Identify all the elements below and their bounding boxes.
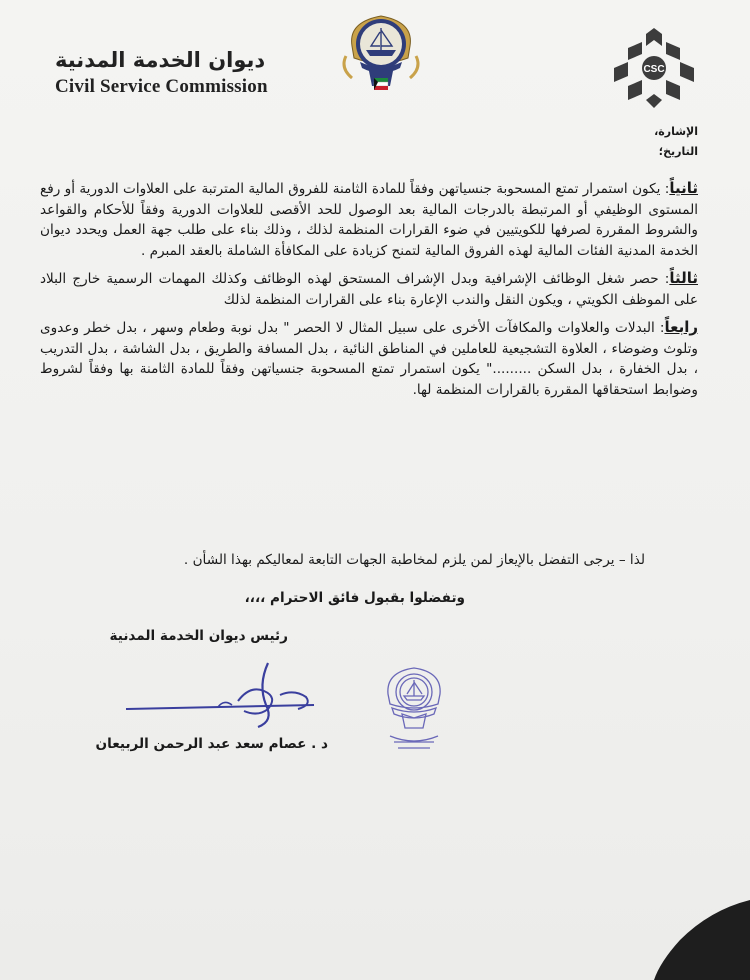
handwritten-signature-icon — [118, 655, 328, 735]
paragraph-third-text: : حصر شغل الوظائف الإشرافية وبدل الإشراف المستحق لهذه الوظائف وكذلك المهمات الرسمية خارج البلاد على الموظف الكويتي ، ويكون النقل والندب الإعارة بناء على القرارات المنظمة لذلك — [40, 271, 698, 308]
paragraph-second-text: : يكون استمرار تمتع المسحوبة جنسياتهن وفقاً للمادة الثامنة للفروق المالية المترتبة على العلاوات الدورية أو رفع المستوى الوظيفي أو المرتبطة بالدرجات المالية بعد الوصول للحد الأقصى للعلاوات الدورية وفقاً للأحكام والقواعد والشروط المقررة لصرفها للكويتيين في ضوء القرارات المنظمة لذلك ، وذلك بناء على طلب جهة العمل ويحدد ديوان الخدمة المدنية الفئات المالية لهذه الفروق المالية لتمنح كزيادة على المكافأة الشاملة بالعقد المبرم . — [40, 181, 698, 259]
paragraph-second-label: ثانياً — [669, 179, 698, 197]
kuwait-emblem-icon — [338, 8, 424, 104]
csc-logo-icon — [608, 24, 700, 110]
reference-block — [654, 122, 698, 162]
paragraph-third-label: ثالثاً — [669, 269, 698, 287]
page-corner-shadow — [640, 900, 750, 980]
paragraph-fourth — [40, 317, 698, 400]
reference-label: الإشارة، — [654, 125, 698, 138]
closing-request: لذا – يرجى التفضل بالإيعاز لمن يلزم لمخاطبة الجهات التابعة لمعاليكم بهذا الشأن . — [183, 552, 645, 568]
org-name-arabic: ديوان الخدمة المدنية — [55, 48, 266, 72]
signer-title: رئيس ديوان الخدمة المدنية — [109, 628, 288, 644]
paragraph-second — [40, 178, 698, 261]
date-label: التاريخ؛ — [658, 145, 698, 158]
paragraph-fourth-text: : البدلات والعلاوات والمكافآت الأخرى على سبيل المثال لا الحصر " بدل نوبة وطعام وسهر ، بدل خطر وعدوى وتلوث وضوضاء ، العلاوة التشجيعية للعاملين في المناطق النائية ، بدل المسافة والطريق ، بدل الشاشة ، بدل التدريب ، بدل الخفارة ، بدل السكن ........." يكون استمرار تمتع المسحوبة جنسياتهن وفقاً للمادة الثامنة بها وفقاً لشروط وضوابط استحقاقها المقررة بالقرارات المنظمة لها. — [40, 320, 698, 398]
org-name-english: Civil Service Commission — [55, 76, 268, 97]
csc-logo-text: CSC — [643, 64, 665, 75]
paragraph-fourth-label: رابعاً — [664, 318, 698, 336]
paragraph-third — [40, 268, 698, 310]
official-seal-icon — [378, 664, 450, 754]
closing-regards: وتفضلوا بقبول فائق الاحترام ،،،، — [244, 590, 465, 606]
letter-body — [40, 178, 698, 407]
signer-name: د . عصام سعد عبد الرحمن الربيعان — [95, 736, 328, 752]
